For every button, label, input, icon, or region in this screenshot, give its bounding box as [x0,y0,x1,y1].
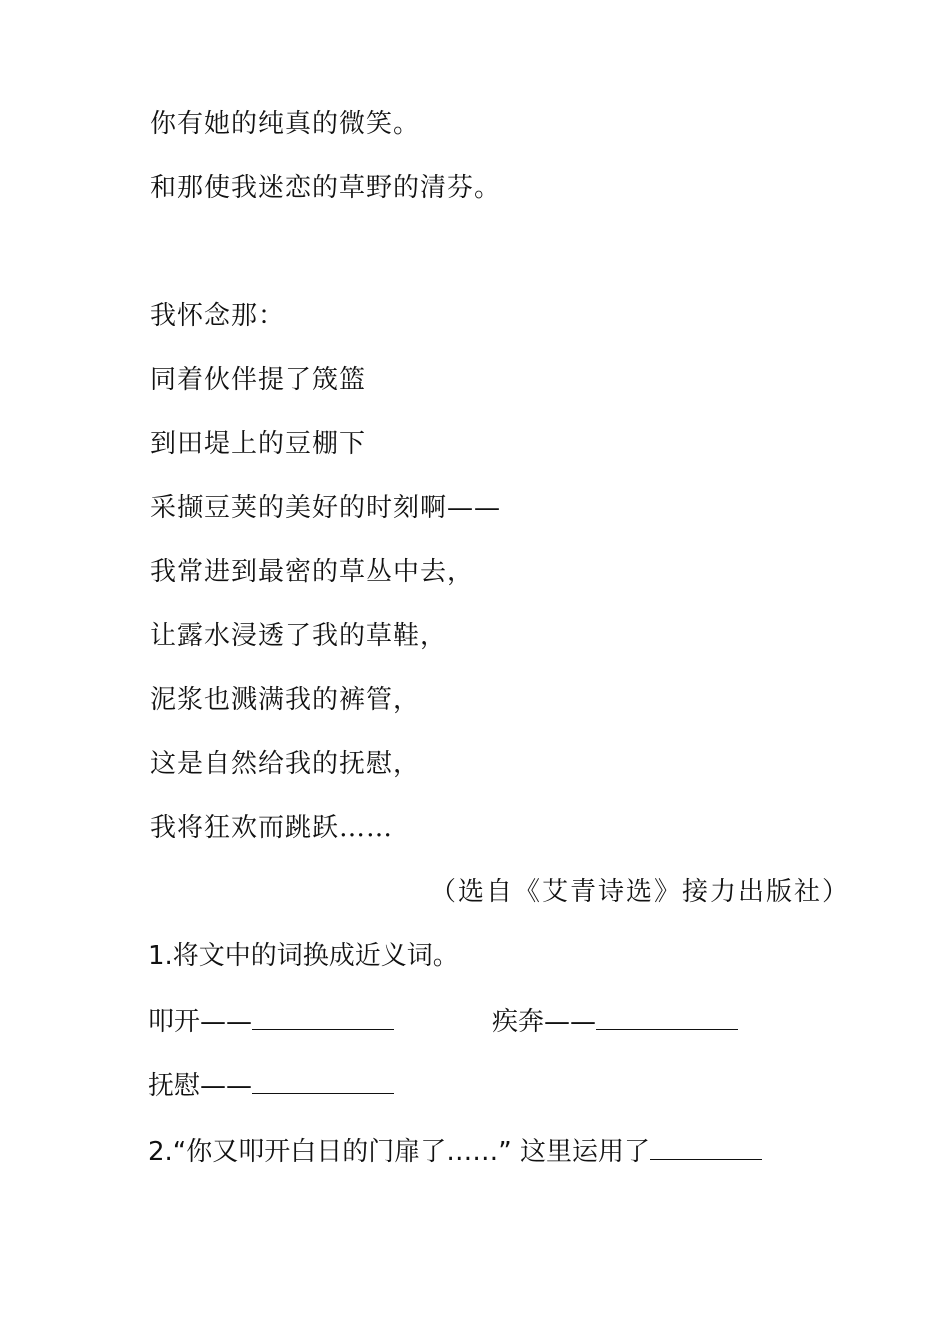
question-2-prompt: 2.“你又叩开白日的门扉了……” 这里运用了 [148,1137,651,1167]
answer-blank[interactable] [252,1007,394,1030]
answer-blank[interactable] [650,1137,762,1160]
answer-blank[interactable] [596,1007,738,1030]
question-1-item [148,1070,394,1102]
poem-line: 你有她的纯真的微笑。 [150,109,421,139]
poem-source: （选自《艾青诗选》接力出版社） [429,877,850,907]
question-1-item [148,1006,394,1038]
question-1-prompt: 1.将文中的词换成近义词。 [148,941,459,971]
poem-line: 我常进到最密的草丛中去， [150,557,475,587]
poem-line: 采撷豆荚的美好的时刻啊—— [150,493,502,523]
poem-line: 泥浆也溅满我的裤管， [150,685,421,715]
question-1-item-label: 疾奔—— [492,1007,597,1037]
poem-line: 和那使我迷恋的草野的清芬。 [150,173,502,203]
question-1-item-label: 叩开—— [148,1007,253,1037]
poem-line: 我将狂欢而跳跃…… [150,813,394,843]
question-1-item [492,1006,738,1038]
poem-line: 让露水浸透了我的草鞋， [150,621,448,651]
answer-blank[interactable] [252,1071,394,1094]
poem-line: 同着伙伴提了筬篮 [150,365,367,395]
poem-line: 这是自然给我的抚慰， [150,749,421,779]
question-1-item-label: 抚慰—— [148,1071,253,1101]
poem-line: 我怀念那： [150,301,286,331]
poem-line: 到田堤上的豆棚下 [150,429,367,459]
question-2 [148,1136,762,1168]
